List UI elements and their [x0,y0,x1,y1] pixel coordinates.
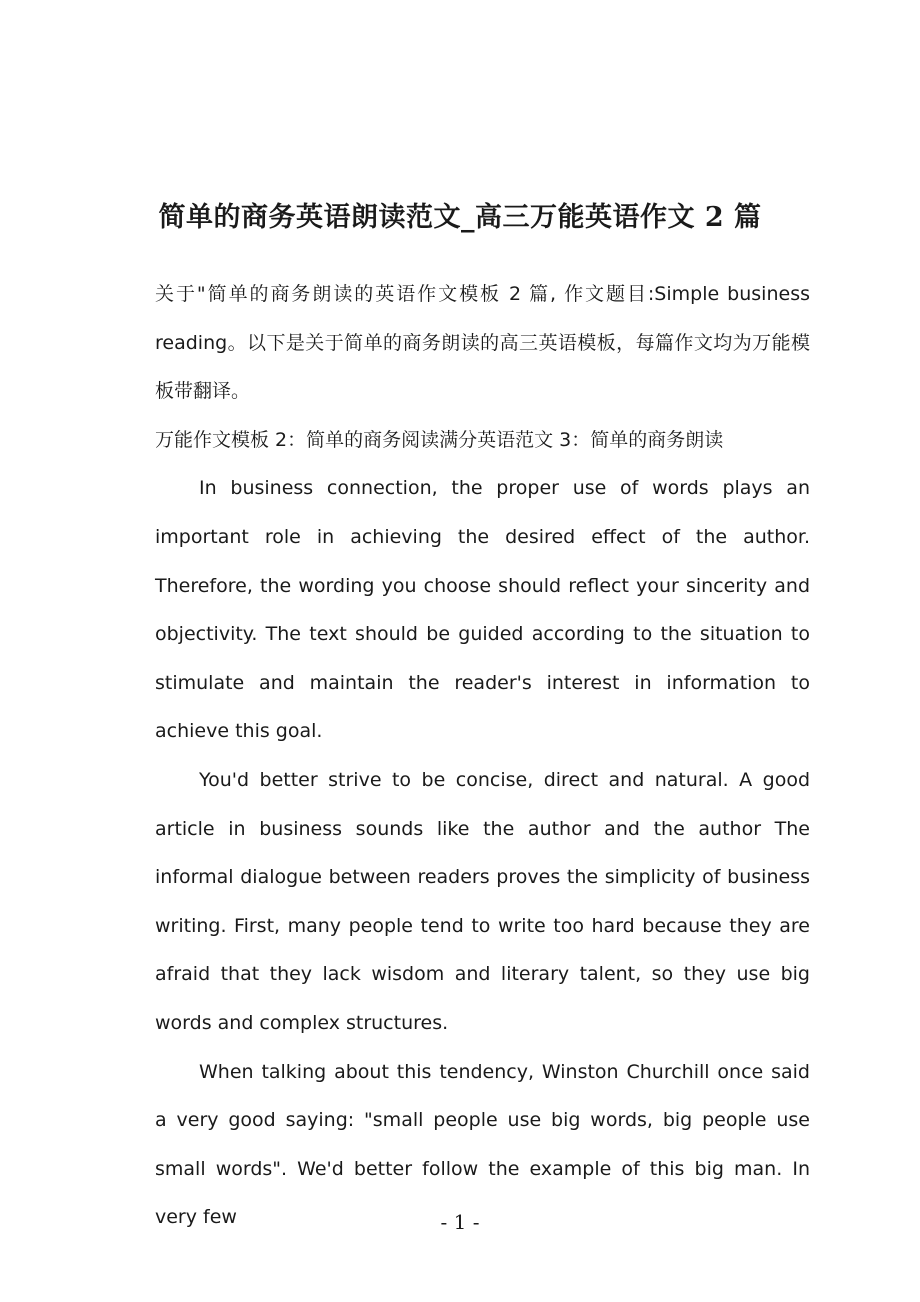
body-paragraph-3: When talking about this tendency, Winston Churchill once said a very good saying: "small people use big words, big people use small words". We'd better follow the example of this big man. In very few [155,1060,810,1229]
template-subheading: 万能作文模板 2：简单的商务阅读满分英语范文 3：简单的商务朗读 [155,428,724,451]
document-body [155,270,810,1242]
document-title: 简单的商务英语朗读范文_高三万能英语作文 2 篇 [158,202,762,233]
body-paragraph-1: In business connection, the proper use of words plays an important role in achieving the desired effect of the author. Therefore, the wording you choose should reflect your sincerity and objectivity. The text should be guided according to the situation to stimulate and maintain the reader's interest in information to achieve this goal. [155,477,810,743]
page-number: - 1 - [440,1210,480,1234]
intro-paragraph: 关于"简单的商务朗读的英语作文模板 2 篇, 作文题目:Simple business reading。以下是关于简单的商务朗读的高三英语模板，每篇作文均为万能模板带翻译。 [155,283,810,403]
body-paragraph-2: You'd better strive to be concise, direct and natural. A good article in business sounds like the author and the author The informal dialogue between readers proves the simplicity of business writing. First, many people tend to write too hard because they are afraid that they lack wisdom and literary talent, so they use big words and complex structures. [155,768,810,1034]
